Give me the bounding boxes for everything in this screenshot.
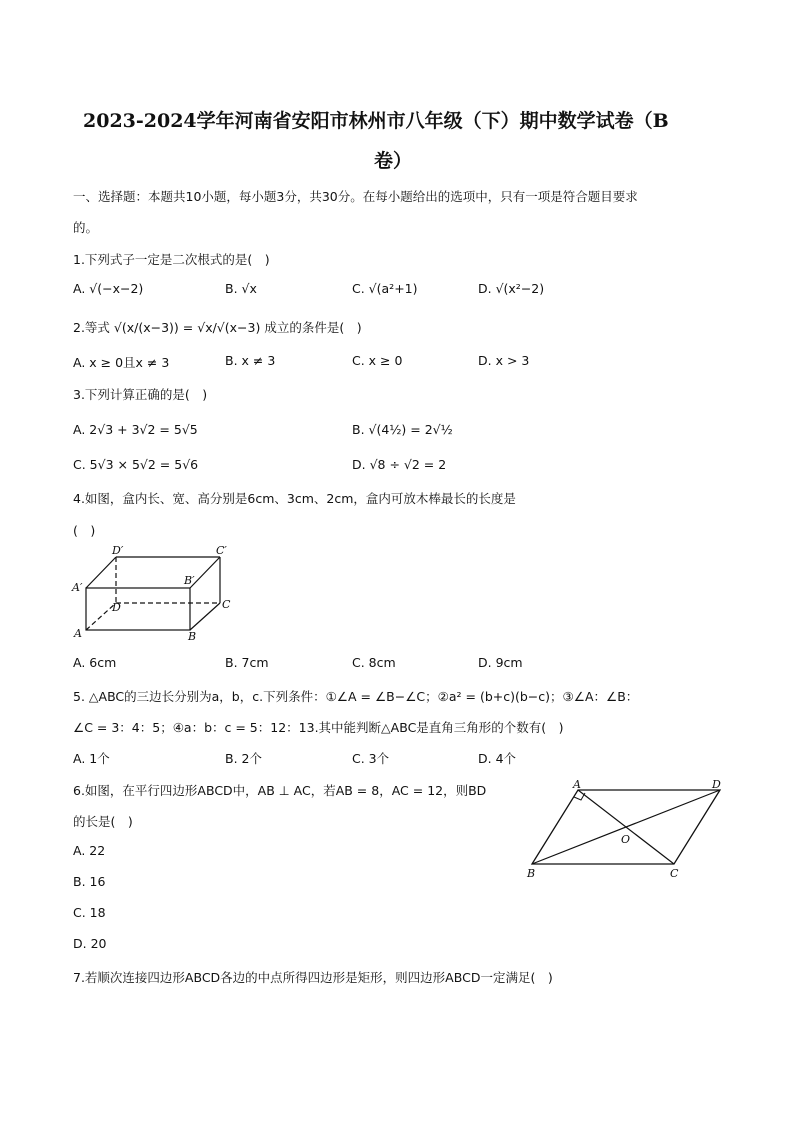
question-4-option-a: A. 6cm xyxy=(73,655,117,670)
question-1-option-d: D. √(x²−2) xyxy=(478,281,545,296)
section-header: 一、选择题：本题共10小题，每小题3分，共30分。在每小题给出的选项中，只有一项是符合题目要求 xyxy=(73,189,638,204)
para-label-c: C xyxy=(670,867,679,880)
question-5-stem-line1: 5. △ABC的三边长分别为a，b，c.下列条件：①∠A = ∠B−∠C；②a² = (b+c)(b−c)；③∠A：∠B： xyxy=(73,689,639,704)
box-label-b: B xyxy=(188,630,197,643)
question-4-option-c: C. 8cm xyxy=(352,655,396,670)
section-header-cont: 的。 xyxy=(73,220,99,235)
box-label-b-prime: B′ xyxy=(184,574,195,587)
question-2-option-c: C. x ≥ 0 xyxy=(352,353,403,368)
question-1-option-b: B. √x xyxy=(225,281,257,296)
box-label-c: C xyxy=(222,598,231,611)
question-6-option-c: C. 18 xyxy=(73,905,106,920)
question-3-option-a: A. 2√3 + 3√2 = 5√5 xyxy=(73,422,198,437)
box-label-a: A xyxy=(74,627,82,640)
question-4-option-d: D. 9cm xyxy=(478,655,523,670)
question-2-stem: 2.等式 √(x/(x−3)) = √x/√(x−3) 成立的条件是( ) xyxy=(73,320,362,335)
question-6-option-d: D. 20 xyxy=(73,936,107,951)
question-5-option-b: B. 2个 xyxy=(225,751,262,766)
box-label-d-prime: D′ xyxy=(112,544,124,557)
question-6-option-a: A. 22 xyxy=(73,843,106,858)
page-title-line2: 卷） xyxy=(374,150,413,172)
question-1-option-a: A. √(−x−2) xyxy=(73,281,144,296)
question-5-option-c: C. 3个 xyxy=(352,751,390,766)
question-5-stem-line2: ∠C = 3：4：5；④a：b：c = 5：12：13.其中能判断△ABC是直角三角形的个数有( ) xyxy=(73,720,564,735)
question-4-stem: 4.如图，盒内长、宽、高分别是6cm、3cm、2cm，盒内可放木棒最长的长度是 xyxy=(73,491,516,506)
question-2-option-a: A. x ≥ 0且x ≠ 3 xyxy=(73,355,170,370)
box-figure xyxy=(68,540,238,645)
parallelogram-figure xyxy=(522,775,732,883)
question-6-option-b: B. 16 xyxy=(73,874,106,889)
question-4-option-b: B. 7cm xyxy=(225,655,269,670)
question-1-stem: 1.下列式子一定是二次根式的是( ) xyxy=(73,252,270,267)
box-label-c-prime: C′ xyxy=(216,544,227,557)
question-6-stem-line1: 6.如图，在平行四边形ABCD中，AB ⊥ AC，若AB = 8，AC = 12，则BD xyxy=(73,783,487,798)
question-3-option-c: C. 5√3 × 5√2 = 5√6 xyxy=(73,457,199,472)
question-1-option-c: C. √(a²+1) xyxy=(352,281,418,296)
question-5-option-d: D. 4个 xyxy=(478,751,517,766)
question-2-option-d: D. x > 3 xyxy=(478,353,530,368)
para-label-b: B xyxy=(527,867,536,880)
page-title-line1: 2023-2024学年河南省安阳市林州市八年级（下）期中数学试卷（B xyxy=(83,110,669,132)
question-2-option-b: B. x ≠ 3 xyxy=(225,353,276,368)
para-label-a: A xyxy=(573,778,581,791)
question-6-stem-line2: 的长是( ) xyxy=(73,814,133,829)
question-3-option-b: B. √(4½) = 2√½ xyxy=(352,422,453,437)
box-label-a-prime: A′ xyxy=(72,581,83,594)
question-5-option-a: A. 1个 xyxy=(73,751,110,766)
box-label-d: D xyxy=(112,601,121,614)
question-4-paren: ( ) xyxy=(73,523,96,538)
question-3-stem: 3.下列计算正确的是( ) xyxy=(73,387,208,402)
para-label-o: O xyxy=(621,833,631,846)
para-label-d: D xyxy=(712,778,721,791)
question-3-option-d: D. √8 ÷ √2 = 2 xyxy=(352,457,447,472)
question-7-stem: 7.若顺次连接四边形ABCD各边的中点所得四边形是矩形，则四边形ABCD一定满足( ) xyxy=(73,970,553,985)
